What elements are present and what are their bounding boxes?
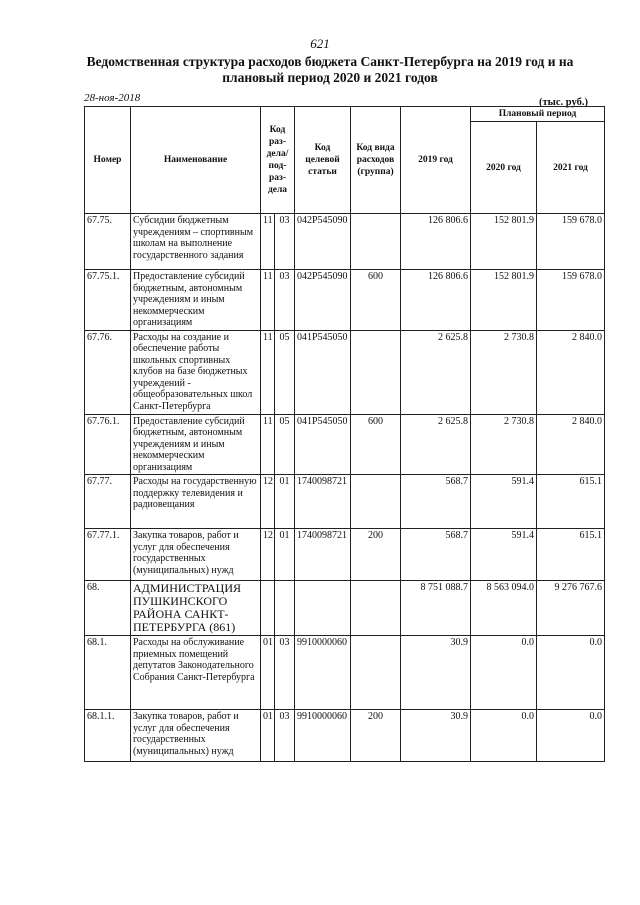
row-value-2021: 9 276 767.6 <box>537 581 605 636</box>
table-row <box>85 330 605 414</box>
row-subsection-code: 01 <box>275 529 295 581</box>
row-target-code: 042P545090 <box>295 214 351 270</box>
row-value-2020: 591.4 <box>471 475 537 529</box>
row-subsection-code: 03 <box>275 710 295 762</box>
row-number: 67.75. <box>85 214 131 270</box>
row-value-2020: 152 801.9 <box>471 214 537 270</box>
row-value-2021: 159 678.0 <box>537 214 605 270</box>
row-value-2020: 8 563 094.0 <box>471 581 537 636</box>
row-value-2019: 126 806.6 <box>401 270 471 331</box>
row-value-2020: 0.0 <box>471 636 537 710</box>
units-label: (тыс. руб.) <box>539 97 588 108</box>
row-section-code: 11 <box>261 214 275 270</box>
row-section-code: 11 <box>261 414 275 475</box>
row-target-code: 9910000060 <box>295 710 351 762</box>
table-row <box>85 581 605 636</box>
row-kind-code: 600 <box>351 270 401 331</box>
header-kind-code: Код вида расходов (группа) <box>351 107 401 214</box>
row-name: Субсидии бюджетным учреждениям – спортивным школам на выполнение государственного задания <box>131 214 261 270</box>
page-number: 621 <box>310 36 330 51</box>
row-section-code: 11 <box>261 330 275 414</box>
row-value-2019: 30.9 <box>401 636 471 710</box>
table-row <box>85 214 605 270</box>
row-value-2019: 568.7 <box>401 475 471 529</box>
row-name: Расходы на создание и обеспечение работы школьных спортивных клубов на базе бюджетных учреждений - общеобразовательных школ Санкт-Петербурга <box>131 330 261 414</box>
header-2019: 2019 год <box>401 107 471 214</box>
row-value-2019: 2 625.8 <box>401 330 471 414</box>
table-row <box>85 636 605 710</box>
row-value-2021: 0.0 <box>537 710 605 762</box>
row-target-code <box>295 581 351 636</box>
row-kind-code: 600 <box>351 414 401 475</box>
row-subsection-code: 01 <box>275 475 295 529</box>
row-value-2021: 615.1 <box>537 475 605 529</box>
header-target-code: Код целевой статьи <box>295 107 351 214</box>
header-2020: 2020 год <box>471 122 537 214</box>
row-kind-code <box>351 581 401 636</box>
row-value-2021: 159 678.0 <box>537 270 605 331</box>
header-2021: 2021 год <box>537 122 605 214</box>
row-value-2020: 2 730.8 <box>471 414 537 475</box>
row-kind-code: 200 <box>351 710 401 762</box>
row-kind-code <box>351 475 401 529</box>
row-section-code: 11 <box>261 270 275 331</box>
row-section-code: 01 <box>261 710 275 762</box>
row-target-code: 041P545050 <box>295 330 351 414</box>
row-kind-code <box>351 636 401 710</box>
row-section-code: 12 <box>261 475 275 529</box>
row-subsection-code: 03 <box>275 636 295 710</box>
row-number: 68. <box>85 581 131 636</box>
row-section-code <box>261 581 275 636</box>
row-value-2021: 0.0 <box>537 636 605 710</box>
row-target-code: 1740098721 <box>295 529 351 581</box>
row-kind-code: 200 <box>351 529 401 581</box>
row-subsection-code: 05 <box>275 330 295 414</box>
row-value-2019: 30.9 <box>401 710 471 762</box>
row-number: 68.1.1. <box>85 710 131 762</box>
row-section-code: 01 <box>261 636 275 710</box>
document-date: 28-ноя-2018 <box>84 92 141 104</box>
row-kind-code <box>351 214 401 270</box>
row-number: 68.1. <box>85 636 131 710</box>
header-name: Наименование <box>131 107 261 214</box>
row-value-2020: 2 730.8 <box>471 330 537 414</box>
row-name: Расходы на обслуживание приемных помещений депутатов Законодательного Собрания Санкт-Петербурга <box>131 636 261 710</box>
row-target-code: 042P545090 <box>295 270 351 331</box>
row-target-code: 1740098721 <box>295 475 351 529</box>
row-value-2020: 591.4 <box>471 529 537 581</box>
row-kind-code <box>351 330 401 414</box>
row-name: АДМИНИСТРАЦИЯ ПУШКИНСКОГО РАЙОНА САНКТ-ПЕТЕРБУРГА (861) <box>131 581 261 636</box>
budget-table <box>84 106 605 762</box>
document-title: Ведомственная структура расходов бюджета Санкт-Петербурга на 2019 год и на плановый период 2020 и 2021 годов <box>86 54 574 85</box>
table-row <box>85 270 605 331</box>
header-planned-period: Плановый период <box>471 107 605 122</box>
row-name: Закупка товаров, работ и услуг для обеспечения государственных (муниципальных) нужд <box>131 529 261 581</box>
row-name: Предоставление субсидий бюджетным, автономным учреждениям и иным некоммерческим организациям <box>131 270 261 331</box>
row-value-2021: 2 840.0 <box>537 330 605 414</box>
row-number: 67.77.1. <box>85 529 131 581</box>
row-number: 67.77. <box>85 475 131 529</box>
row-value-2019: 126 806.6 <box>401 214 471 270</box>
row-value-2021: 2 840.0 <box>537 414 605 475</box>
row-name: Расходы на государственную поддержку телевидения и радиовещания <box>131 475 261 529</box>
header-section-code: Код раз-дела/ под-раз-дела <box>261 107 295 214</box>
table-row <box>85 414 605 475</box>
row-number: 67.76. <box>85 330 131 414</box>
row-subsection-code: 03 <box>275 214 295 270</box>
table-row <box>85 475 605 529</box>
row-subsection-code: 05 <box>275 414 295 475</box>
row-subsection-code: 03 <box>275 270 295 331</box>
row-number: 67.76.1. <box>85 414 131 475</box>
row-value-2019: 568.7 <box>401 529 471 581</box>
row-value-2020: 152 801.9 <box>471 270 537 331</box>
header-number: Номер <box>85 107 131 214</box>
table-row <box>85 710 605 762</box>
row-target-code: 9910000060 <box>295 636 351 710</box>
row-number: 67.75.1. <box>85 270 131 331</box>
row-value-2021: 615.1 <box>537 529 605 581</box>
row-section-code: 12 <box>261 529 275 581</box>
row-target-code: 041P545050 <box>295 414 351 475</box>
row-value-2019: 8 751 088.7 <box>401 581 471 636</box>
row-subsection-code <box>275 581 295 636</box>
row-name: Предоставление субсидий бюджетным, автономным учреждениям и иным некоммерческим организациям <box>131 414 261 475</box>
row-value-2020: 0.0 <box>471 710 537 762</box>
table-row <box>85 529 605 581</box>
row-value-2019: 2 625.8 <box>401 414 471 475</box>
row-name: Закупка товаров, работ и услуг для обеспечения государственных (муниципальных) нужд <box>131 710 261 762</box>
